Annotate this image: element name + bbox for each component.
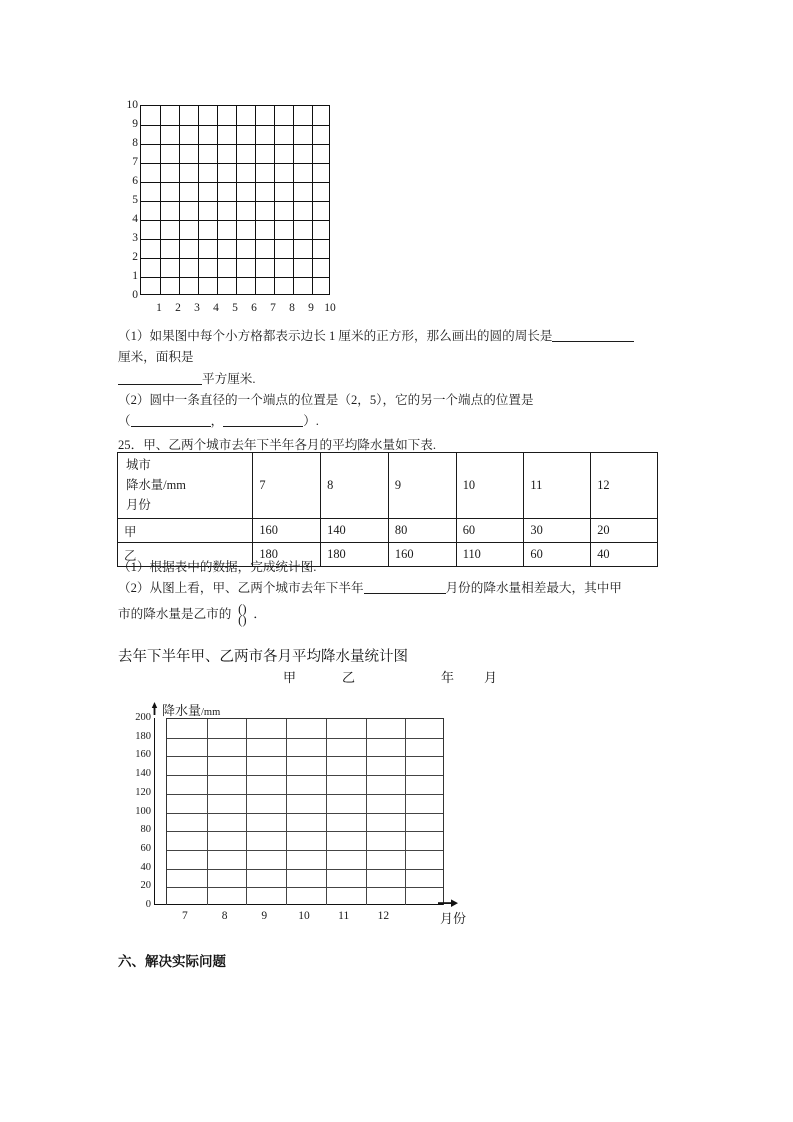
chart-y-axis-title bbox=[162, 700, 220, 719]
q24-blank-endpoint-x[interactable] bbox=[131, 426, 211, 427]
chart-x-tick-label: 10 bbox=[298, 910, 310, 922]
cell-jia-8: 140 bbox=[321, 519, 389, 543]
q24-blank-endpoint-y[interactable] bbox=[223, 426, 303, 427]
chart-gridline-horizontal bbox=[167, 794, 443, 795]
corner-label-rainfall: 降水量/mm bbox=[126, 478, 186, 492]
cell-jia-9: 80 bbox=[388, 519, 456, 543]
q24-part2-line1 bbox=[118, 390, 534, 411]
chart-gridline-horizontal bbox=[167, 831, 443, 832]
q25-stem: 25．甲、乙两个城市去年下半年各月的平均降水量如下表. bbox=[118, 438, 436, 452]
table-header-month-7: 7 bbox=[253, 453, 321, 519]
table-header-month-9: 9 bbox=[388, 453, 456, 519]
chart-y-tick-label: 80 bbox=[140, 824, 151, 836]
cell-yi-8: 180 bbox=[321, 543, 389, 567]
rainfall-bar-chart bbox=[120, 700, 530, 935]
q24-part1-text-c: 平方厘米. bbox=[202, 372, 256, 386]
q24-part1-text-a: （1）如果图中每个小方格都表示边长 1 厘米的正方形，那么画出的圆的周长是 bbox=[118, 329, 553, 343]
chart-gridline-horizontal bbox=[167, 869, 443, 870]
rainfall-table-body bbox=[118, 453, 658, 567]
chart-legend bbox=[283, 667, 497, 686]
coordinate-grid-cells bbox=[140, 105, 330, 295]
y-axis-title-text: 降水量 bbox=[162, 704, 202, 719]
coordinate-grid-y-label: 6 bbox=[132, 175, 138, 187]
coordinate-grid-x-label: 3 bbox=[194, 302, 200, 314]
chart-x-axis-ticks bbox=[154, 910, 454, 926]
cell-yi-12: 40 bbox=[591, 543, 658, 567]
q25-part2-text-a: （2）从图上看，甲、乙两个城市去年下半年 bbox=[118, 581, 364, 595]
q25-blank-month[interactable] bbox=[364, 593, 446, 594]
q25-part2-line2 bbox=[118, 604, 266, 626]
chart-x-tick-label: 11 bbox=[338, 910, 350, 922]
coordinate-grid-x-label: 2 bbox=[175, 302, 181, 314]
q24-part2-line2 bbox=[118, 411, 319, 432]
row-label-city-jia: 甲 bbox=[118, 519, 253, 543]
coordinate-grid-y-label: 8 bbox=[132, 137, 138, 149]
chart-y-tick-label: 0 bbox=[145, 899, 151, 910]
coordinate-grid-hline bbox=[141, 182, 329, 183]
corner-label-city: 城市 bbox=[126, 458, 151, 472]
coordinate-grid-x-label: 9 bbox=[308, 302, 314, 314]
chart-y-tick-label: 180 bbox=[135, 730, 151, 742]
coordinate-grid-vline bbox=[312, 106, 313, 294]
q25-part2-text-c: 市的降水量是乙市的 bbox=[118, 607, 232, 621]
coordinate-grid-x-label: 1 bbox=[156, 302, 162, 314]
fraction-numerator: () bbox=[238, 602, 247, 616]
chart-gridline-vertical bbox=[286, 719, 287, 905]
coordinate-grid-x-label: 7 bbox=[270, 302, 276, 314]
fraction-denominator: () bbox=[238, 613, 247, 627]
chart-gridline-vertical bbox=[326, 719, 327, 905]
corner-label-month: 月份 bbox=[126, 498, 151, 512]
coordinate-grid-y-label: 10 bbox=[126, 99, 138, 111]
chart-gridline-horizontal bbox=[167, 887, 443, 888]
coordinate-grid-vline bbox=[274, 106, 275, 294]
chart-y-tick-label: 140 bbox=[135, 768, 151, 780]
x-axis-arrow-icon bbox=[438, 899, 458, 908]
chart-gridline-horizontal bbox=[167, 756, 443, 757]
chart-x-tick-label: 12 bbox=[377, 910, 390, 922]
y-axis-title-unit: /mm bbox=[201, 707, 221, 718]
chart-gridline-vertical bbox=[366, 719, 367, 905]
coordinate-grid-y-label: 3 bbox=[132, 232, 138, 244]
legend-item-year: 年 bbox=[441, 670, 455, 685]
coordinate-grid-vline bbox=[236, 106, 237, 294]
coordinate-grid-x-label: 4 bbox=[213, 302, 219, 314]
chart-gridline-horizontal bbox=[167, 813, 443, 814]
cell-jia-10: 60 bbox=[456, 519, 524, 543]
coordinate-grid-y-label: 7 bbox=[132, 156, 138, 168]
coordinate-grid-x-label: 10 bbox=[324, 302, 336, 314]
table-header-month-10: 10 bbox=[456, 453, 524, 519]
chart-plot-area bbox=[154, 718, 444, 905]
coordinate-grid-figure bbox=[118, 100, 358, 315]
coordinate-grid-vline bbox=[160, 106, 161, 294]
coordinate-grid-hline bbox=[141, 277, 329, 278]
row-label-city-yi: 乙 bbox=[118, 543, 253, 567]
q25-fraction-blank[interactable] bbox=[231, 604, 253, 626]
chart-y-tick-label: 160 bbox=[135, 749, 151, 761]
chart-y-tick-label: 100 bbox=[135, 805, 151, 817]
coordinate-grid-x-axis-labels bbox=[140, 302, 336, 318]
chart-grid bbox=[166, 718, 444, 905]
cell-jia-12: 20 bbox=[591, 519, 658, 543]
chart-y-tick-label: 200 bbox=[135, 712, 151, 723]
chart-y-tick-label: 20 bbox=[140, 880, 151, 892]
chart-gridline-vertical bbox=[207, 719, 208, 905]
chart-x-axis-title: 月份 bbox=[440, 912, 467, 927]
q24-part2-text-a: （2）圆中一条直径的一个端点的位置是（2，5），它的另一个端点的位置是 bbox=[118, 393, 534, 407]
chart-y-tick-label: 60 bbox=[140, 842, 151, 854]
q24-part1-line2 bbox=[118, 347, 194, 368]
chart-x-tick-label: 8 bbox=[221, 910, 228, 922]
cell-yi-10: 110 bbox=[456, 543, 524, 567]
q24-part2-paren-open: （ bbox=[118, 414, 131, 428]
coordinate-grid-y-label: 9 bbox=[132, 118, 138, 130]
chart-gridline-horizontal bbox=[167, 775, 443, 776]
table-row bbox=[118, 519, 658, 543]
cell-jia-7: 160 bbox=[253, 519, 321, 543]
q24-part1-line1 bbox=[118, 326, 634, 347]
q25-part2-text-d: ． bbox=[253, 607, 266, 621]
legend-item-yi: 乙 bbox=[342, 670, 356, 685]
coordinate-grid-hline bbox=[141, 258, 329, 259]
coordinate-grid-vline bbox=[293, 106, 294, 294]
coordinate-grid-x-label: 5 bbox=[232, 302, 238, 314]
coordinate-grid-x-label: 6 bbox=[251, 302, 257, 314]
q24-part1-text-b: 厘米，面积是 bbox=[118, 350, 194, 364]
coordinate-grid-vline bbox=[198, 106, 199, 294]
q25-part1: （1）根据表中的数据，完成统计图. bbox=[118, 560, 317, 574]
chart-x-tick-label: 7 bbox=[181, 910, 188, 922]
cell-yi-9: 160 bbox=[388, 543, 456, 567]
cell-jia-11: 30 bbox=[524, 519, 591, 543]
coordinate-grid-hline bbox=[141, 144, 329, 145]
coordinate-grid-vline bbox=[179, 106, 180, 294]
q24-blank-circumference[interactable] bbox=[552, 341, 634, 342]
rainfall-data-table bbox=[117, 452, 658, 567]
table-header-month-12: 12 bbox=[591, 453, 658, 519]
coordinate-grid-hline bbox=[141, 163, 329, 164]
section-heading: 六、解决实际问题 bbox=[118, 954, 226, 970]
y-axis-arrow-icon bbox=[151, 702, 158, 715]
coordinate-grid-hline bbox=[141, 201, 329, 202]
coordinate-grid-hline bbox=[141, 239, 329, 240]
chart-gridline-vertical bbox=[405, 719, 406, 905]
cell-yi-7: 180 bbox=[253, 543, 321, 567]
chart-x-tick-label: 9 bbox=[261, 910, 268, 922]
coordinate-grid-vline bbox=[217, 106, 218, 294]
chart-y-tick-label: 40 bbox=[140, 861, 151, 873]
coordinate-grid-hline bbox=[141, 220, 329, 221]
coordinate-grid-vline bbox=[255, 106, 256, 294]
q24-part2-paren-close: ）. bbox=[303, 414, 319, 428]
coordinate-grid-y-label: 0 bbox=[132, 289, 138, 301]
coordinate-grid-x-label: 8 bbox=[289, 302, 295, 314]
coordinate-grid-y-label: 4 bbox=[132, 213, 138, 225]
q24-part1-line3 bbox=[118, 369, 256, 390]
q24-blank-area[interactable] bbox=[118, 384, 202, 385]
q25-part2-text-b: 月份的降水量相差最大，其中甲 bbox=[445, 581, 622, 595]
q24-part2-comma: ， bbox=[210, 414, 224, 428]
coordinate-grid-y-label: 5 bbox=[132, 194, 138, 206]
chart-y-tick-label: 120 bbox=[135, 786, 151, 798]
coordinate-grid-y-label: 2 bbox=[132, 251, 138, 263]
coordinate-grid-hline bbox=[141, 125, 329, 126]
legend-item-month: 月 bbox=[484, 670, 498, 685]
chart-gridline-vertical bbox=[246, 719, 247, 905]
chart-title: 去年下半年甲、乙两市各月平均降水量统计图 bbox=[118, 649, 408, 665]
cell-yi-11: 60 bbox=[524, 543, 591, 567]
q25-part2-line1 bbox=[118, 578, 622, 599]
table-corner-cell bbox=[118, 453, 253, 519]
chart-gridline-horizontal bbox=[167, 850, 443, 851]
chart-y-axis-ticks bbox=[120, 712, 151, 910]
table-header-month-11: 11 bbox=[524, 453, 591, 519]
coordinate-grid-y-axis-labels bbox=[118, 100, 138, 300]
table-row-header bbox=[118, 453, 658, 519]
coordinate-grid-y-label: 1 bbox=[132, 270, 138, 282]
chart-gridline-horizontal bbox=[167, 738, 443, 739]
table-header-month-8: 8 bbox=[321, 453, 389, 519]
legend-item-jia: 甲 bbox=[283, 670, 297, 685]
